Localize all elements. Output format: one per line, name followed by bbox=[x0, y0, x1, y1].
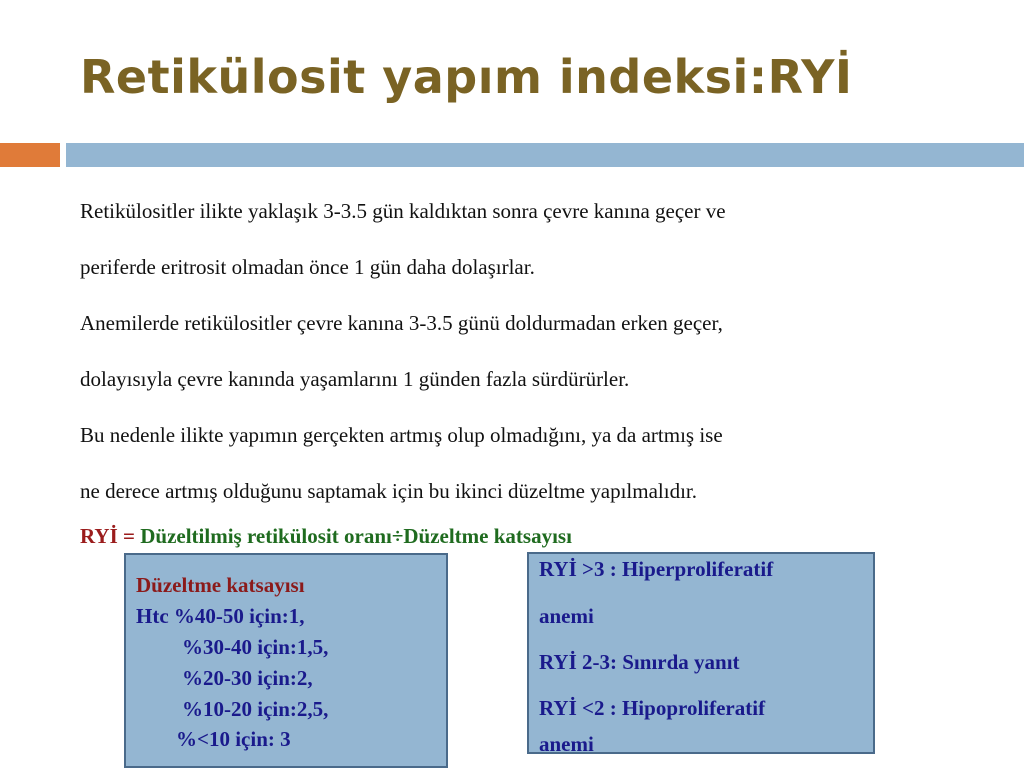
paragraph-line: ne derece artmış olduğunu saptamak için bu ikinci düzeltme yapılmalıdır. bbox=[80, 479, 697, 503]
formula-rhs: Düzeltilmiş retikülosit oranı÷Düzeltme katsayısı bbox=[140, 524, 572, 548]
ryi-formula bbox=[80, 524, 572, 549]
paragraph-line: Retikülositler ilikte yaklaşık 3-3.5 gün kaldıktan sonra çevre kanına geçer ve bbox=[80, 199, 726, 223]
correction-line: %<10 için: 3 bbox=[176, 727, 291, 751]
correction-box-heading: Düzeltme katsayısı bbox=[136, 573, 305, 597]
interpretation-line: anemi bbox=[539, 732, 594, 756]
correction-factor-box bbox=[124, 553, 448, 768]
interpretation-line: anemi bbox=[539, 604, 594, 628]
interpretation-line: RYİ >3 : Hiperproliferatif bbox=[539, 557, 774, 581]
correction-line: %10-20 için:2,5, bbox=[182, 697, 329, 721]
formula-lhs: RYİ = bbox=[80, 524, 141, 548]
correction-line: %30-40 için:1,5, bbox=[182, 635, 329, 659]
blue-divider-bar bbox=[66, 143, 1024, 167]
paragraph-line: dolayısıyla çevre kanında yaşamlarını 1 günden fazla sürdürürler. bbox=[80, 367, 630, 391]
correction-line: Htc %40-50 için:1, bbox=[136, 604, 305, 628]
paragraph-line: Bu nedenle ilikte yapımın gerçekten artmış olup olmadığını, ya da artmış ise bbox=[80, 423, 723, 447]
correction-line: %20-30 için:2, bbox=[182, 666, 313, 690]
paragraph-line: periferde eritrosit olmadan önce 1 gün daha dolaşırlar. bbox=[80, 255, 535, 279]
ryi-interpretation-box bbox=[527, 552, 875, 754]
slide-title: Retikülosit yapım indeksi:RYİ bbox=[80, 50, 853, 104]
interpretation-line: RYİ <2 : Hipoproliferatif bbox=[539, 696, 766, 720]
paragraph-line: Anemilerde retikülositler çevre kanına 3-3.5 günü doldurmadan erken geçer, bbox=[80, 311, 723, 335]
interpretation-line: RYİ 2-3: Sınırda yanıt bbox=[539, 650, 740, 674]
orange-accent-bar bbox=[0, 143, 60, 167]
